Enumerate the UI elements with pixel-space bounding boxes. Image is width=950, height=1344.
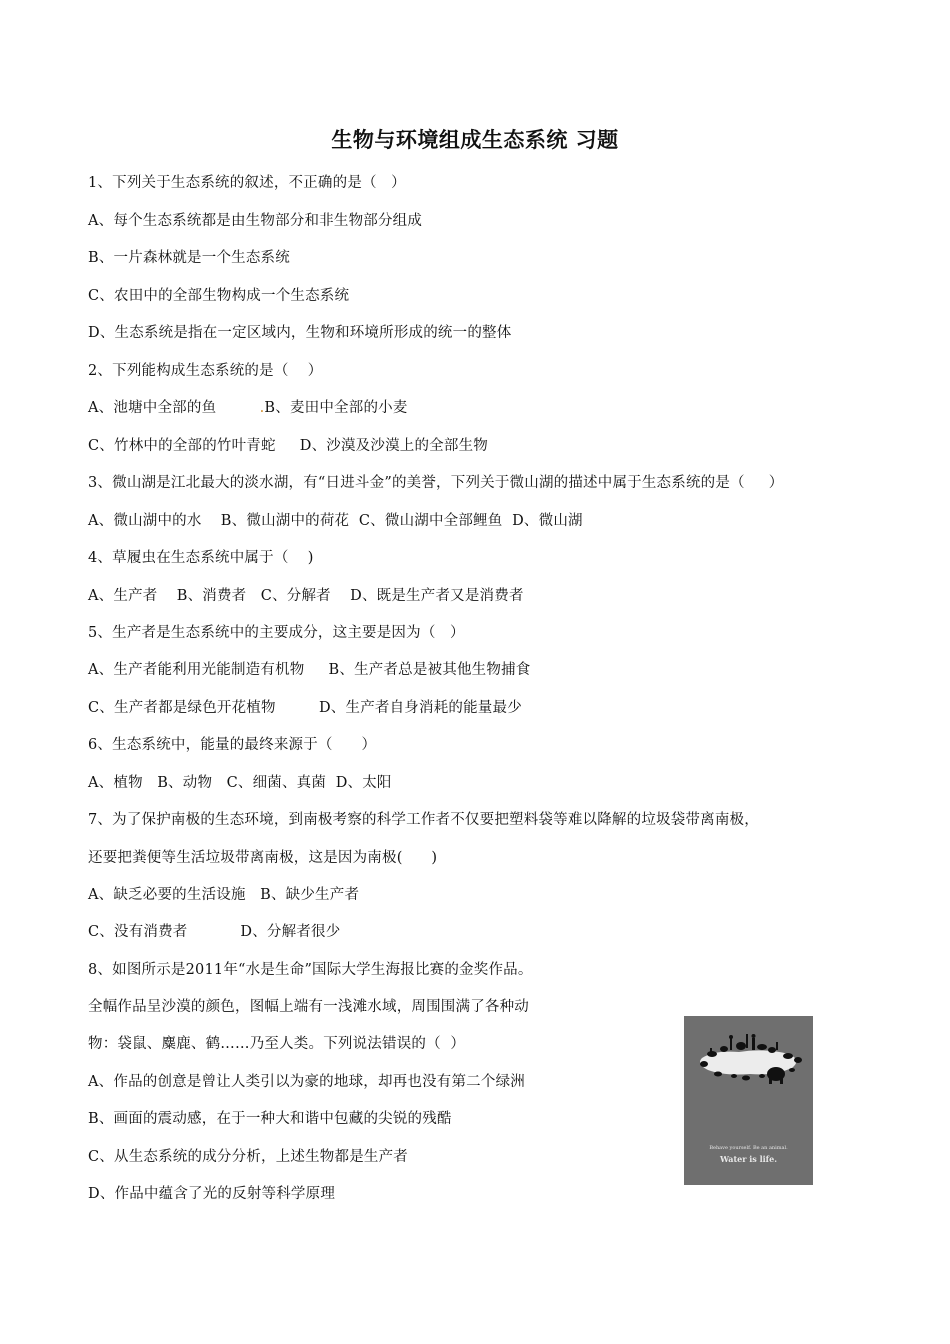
q7-options-cd: C、没有消费者 D、分解者很少 [88,924,341,940]
stray-dot-mark: . [259,400,265,416]
question-7-line-2: 还要把粪便等生活垃圾带离南极，这是因为南极( ) [88,850,438,866]
q8-option-c: C、从生态系统的成分分析，上述生物都是生产者 [88,1149,408,1165]
q7-options-ab: A、缺乏必要的生活设施 B、缺少生产者 [88,887,360,903]
q1-option-a: A、每个生态系统都是由生物部分和非生物部分组成 [88,213,423,229]
q8-option-b: B、画面的震动感，在于一种大和谐中包藏的尖锐的残酷 [88,1111,452,1127]
q2-options-cd: C、竹林中的全部的竹叶青蛇 D、沙漠及沙漠上的全部生物 [88,438,488,454]
question-4: 4、草履虫在生态系统中属于（ ) [88,550,314,566]
question-3: 3、微山湖是江北最大的淡水湖，有“日进斗金”的美誉，下列关于微山湖的描述中属于生态系统的是（ ） [88,475,784,491]
question-6: 6、生态系统中，能量的最终来源于（ ） [88,737,377,753]
question-8-line-1: 8、如图所示是2011年“水是生命”国际大学生海报比赛的金奖作品。 [88,962,533,978]
q4-options: A、生产者 B、消费者 C、分解者 D、既是生产者又是消费者 [88,588,524,604]
q8-option-a: A、作品的创意是曾让人类引以为豪的地球，却再也没有第二个绿洲 [88,1074,525,1090]
q5-options-cd: C、生产者都是绿色开花植物 D、生产者自身消耗的能量最少 [88,700,522,716]
stray-dot [216,400,259,416]
water-poster-image [684,1016,813,1185]
q3-options: A、微山湖中的水 B、微山湖中的荷花 C、微山湖中全部鲤鱼 D、微山湖 [88,513,583,529]
question-1: 1、下列关于生态系统的叙述，不正确的是（ ） [88,175,406,191]
q8-option-d: D、作品中蕴含了光的反射等科学原理 [88,1186,336,1202]
q5-options-ab: A、生产者能利用光能制造有机物 B、生产者总是被其他生物捕食 [88,662,531,678]
poster-caption-small: Behave yourself. Be an animal. [709,1145,788,1151]
question-8-line-3: 物：袋鼠、麋鹿、鹤……乃至人类。下列说法错误的（ ） [88,1036,466,1052]
q1-option-c: C、农田中的全部生物构成一个生态系统 [88,288,350,304]
poster-caption-main: Water is life. [720,1154,777,1164]
question-7-line-1: 7、为了保护南极的生态环境，到南极考察的科学工作者不仅要把塑料袋等难以降解的垃圾袋带离南极， [88,812,759,828]
q1-option-b: B、一片森林就是一个生态系统 [88,250,290,266]
q6-options: A、植物 B、动物 C、细菌、真菌 D、太阳 [88,775,392,791]
question-8-line-2: 全幅作品呈沙漠的颜色，图幅上端有一浅滩水域，周围围满了各种动 [88,999,529,1015]
question-2: 2、下列能构成生态系统的是（ ） [88,363,323,379]
page-title: 生物与环境组成生态系统 习题 [331,128,619,152]
q1-option-d: D、生态系统是指在一定区域内，生物和环境所形成的统一的整体 [88,325,512,341]
question-5: 5、生产者是生态系统中的主要成分，这主要是因为（ ） [88,625,465,641]
q2-option-a: A、池塘中全部的鱼 [88,400,217,416]
q2-options-ab [88,398,408,418]
q2-option-b: B、麦田中全部的小麦 [264,400,408,416]
